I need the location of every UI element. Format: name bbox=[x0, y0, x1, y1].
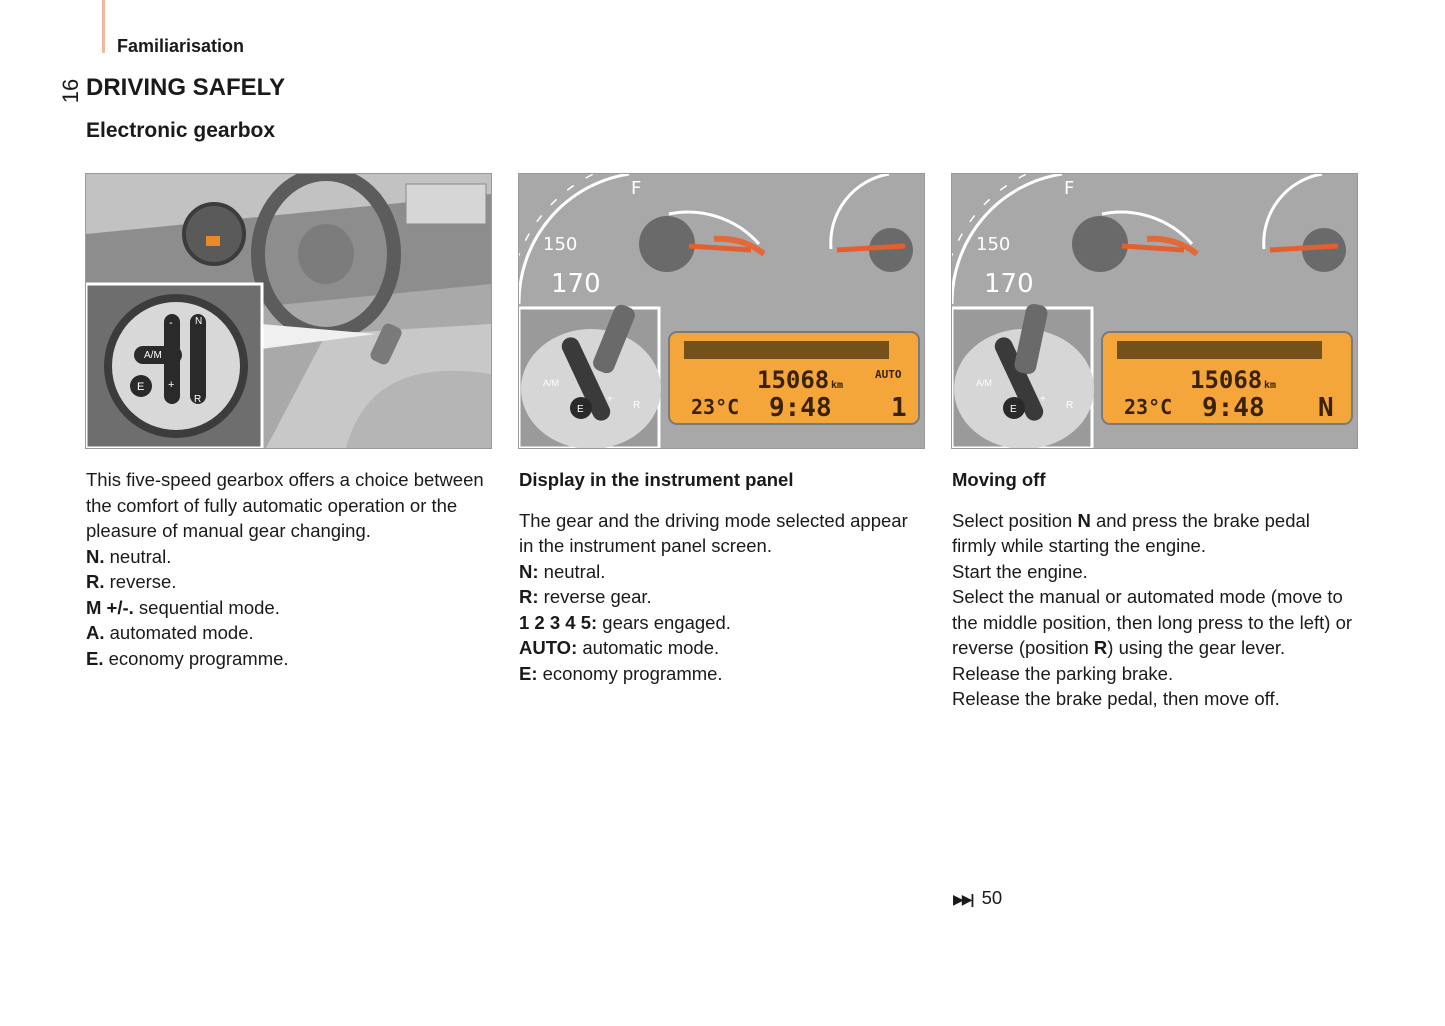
list-item: N. neutral. bbox=[86, 545, 172, 567]
list-item: E: economy programme. bbox=[519, 662, 723, 684]
instruction-paragraph: Start the engine. bbox=[952, 560, 1088, 582]
list-item: R: reverse gear. bbox=[519, 586, 652, 607]
header-rule bbox=[102, 0, 105, 53]
section-name: Familiarisation bbox=[117, 36, 245, 56]
page-title: DRIVING SAFELY bbox=[86, 74, 286, 101]
gearbox-description bbox=[85, 467, 492, 671]
list-item: N: neutral. bbox=[519, 560, 606, 582]
instruction-paragraph: Release the brake pedal, then move off. bbox=[952, 688, 1280, 709]
lever-label-am: A/M bbox=[543, 378, 560, 388]
page-reference-link[interactable] bbox=[953, 887, 1002, 909]
mode-indicator: AUTO bbox=[875, 368, 902, 381]
instruction-paragraph: Release the parking brake. bbox=[952, 662, 1174, 684]
instrument-panel-neutral-illustration bbox=[951, 173, 1358, 449]
instruction-paragraph: Select the manual or automated mode (move to the middle position, then long press to the left) or reverse (position R) using the gear lever. bbox=[952, 586, 1353, 658]
gear-label-r: R bbox=[194, 394, 202, 405]
subsection-heading: Moving off bbox=[952, 469, 1046, 490]
temperature-readout: 23°C bbox=[691, 395, 740, 419]
dial-label-f: F bbox=[1064, 178, 1075, 199]
intro-paragraph: This five-speed gearbox offers a choice between the comfort of fully automatic operation or the pleasure of manual gear changing. bbox=[86, 469, 484, 541]
instrument-panel-illustration bbox=[518, 173, 925, 449]
dial-label-150: 150 bbox=[976, 234, 1011, 255]
list-item: A. automated mode. bbox=[86, 622, 254, 643]
lever-label-r: R bbox=[1066, 400, 1074, 411]
page-subtitle: Electronic gearbox bbox=[86, 119, 276, 142]
odometer-value: 15068 bbox=[1190, 366, 1263, 394]
lever-label-am: A/M bbox=[976, 378, 993, 388]
clock-readout: 9:48 bbox=[1202, 393, 1265, 423]
gear-indicator: N bbox=[1318, 393, 1334, 423]
list-item: AUTO: automatic mode. bbox=[519, 637, 720, 658]
column-gearbox-intro bbox=[85, 173, 492, 671]
gear-label-e: E bbox=[137, 381, 145, 393]
gear-label-am: A/M bbox=[144, 350, 162, 361]
skip-forward-icon: ▶▶| bbox=[953, 891, 973, 907]
list-item: 1 2 3 4 5: gears engaged. bbox=[519, 611, 731, 633]
dial-label-170: 170 bbox=[984, 269, 1034, 299]
gear-label-minus: - bbox=[169, 317, 173, 329]
column-moving-off bbox=[951, 173, 1358, 712]
odometer-unit: km bbox=[1264, 380, 1277, 391]
page-number: 16 bbox=[58, 78, 83, 104]
temperature-readout: 23°C bbox=[1124, 395, 1173, 419]
odometer-value: 15068 bbox=[757, 366, 830, 394]
lever-label-plus: + bbox=[607, 394, 613, 405]
dial-label-150: 150 bbox=[543, 234, 578, 255]
subsection-heading: Display in the instrument panel bbox=[519, 469, 794, 490]
moving-off-description bbox=[951, 467, 1358, 712]
column-instrument-panel bbox=[518, 173, 925, 686]
list-item: E. economy programme. bbox=[86, 647, 289, 669]
clock-readout: 9:48 bbox=[769, 393, 832, 423]
dial-label-f: F bbox=[631, 178, 642, 199]
reference-page: 50 bbox=[981, 887, 1003, 908]
instruction-paragraph: Select position N and press the brake pedal firmly while starting the engine. bbox=[952, 509, 1310, 556]
lever-label-plus: + bbox=[1040, 394, 1046, 405]
gear-indicator: 1 bbox=[891, 393, 907, 423]
lever-label-e: E bbox=[577, 404, 584, 415]
lever-label-e: E bbox=[1010, 404, 1017, 415]
dial-label-170: 170 bbox=[551, 269, 601, 299]
gear-label-n: N bbox=[195, 316, 203, 327]
odometer-unit: km bbox=[831, 380, 844, 391]
list-item: R. reverse. bbox=[86, 571, 177, 592]
instrument-panel-description bbox=[518, 467, 925, 686]
lever-label-r: R bbox=[633, 400, 641, 411]
list-item: M +/-. sequential mode. bbox=[86, 596, 280, 618]
gear-label-plus: + bbox=[168, 379, 175, 391]
car-interior-illustration bbox=[85, 173, 492, 449]
intro-paragraph: The gear and the driving mode selected appear in the instrument panel screen. bbox=[519, 509, 908, 556]
